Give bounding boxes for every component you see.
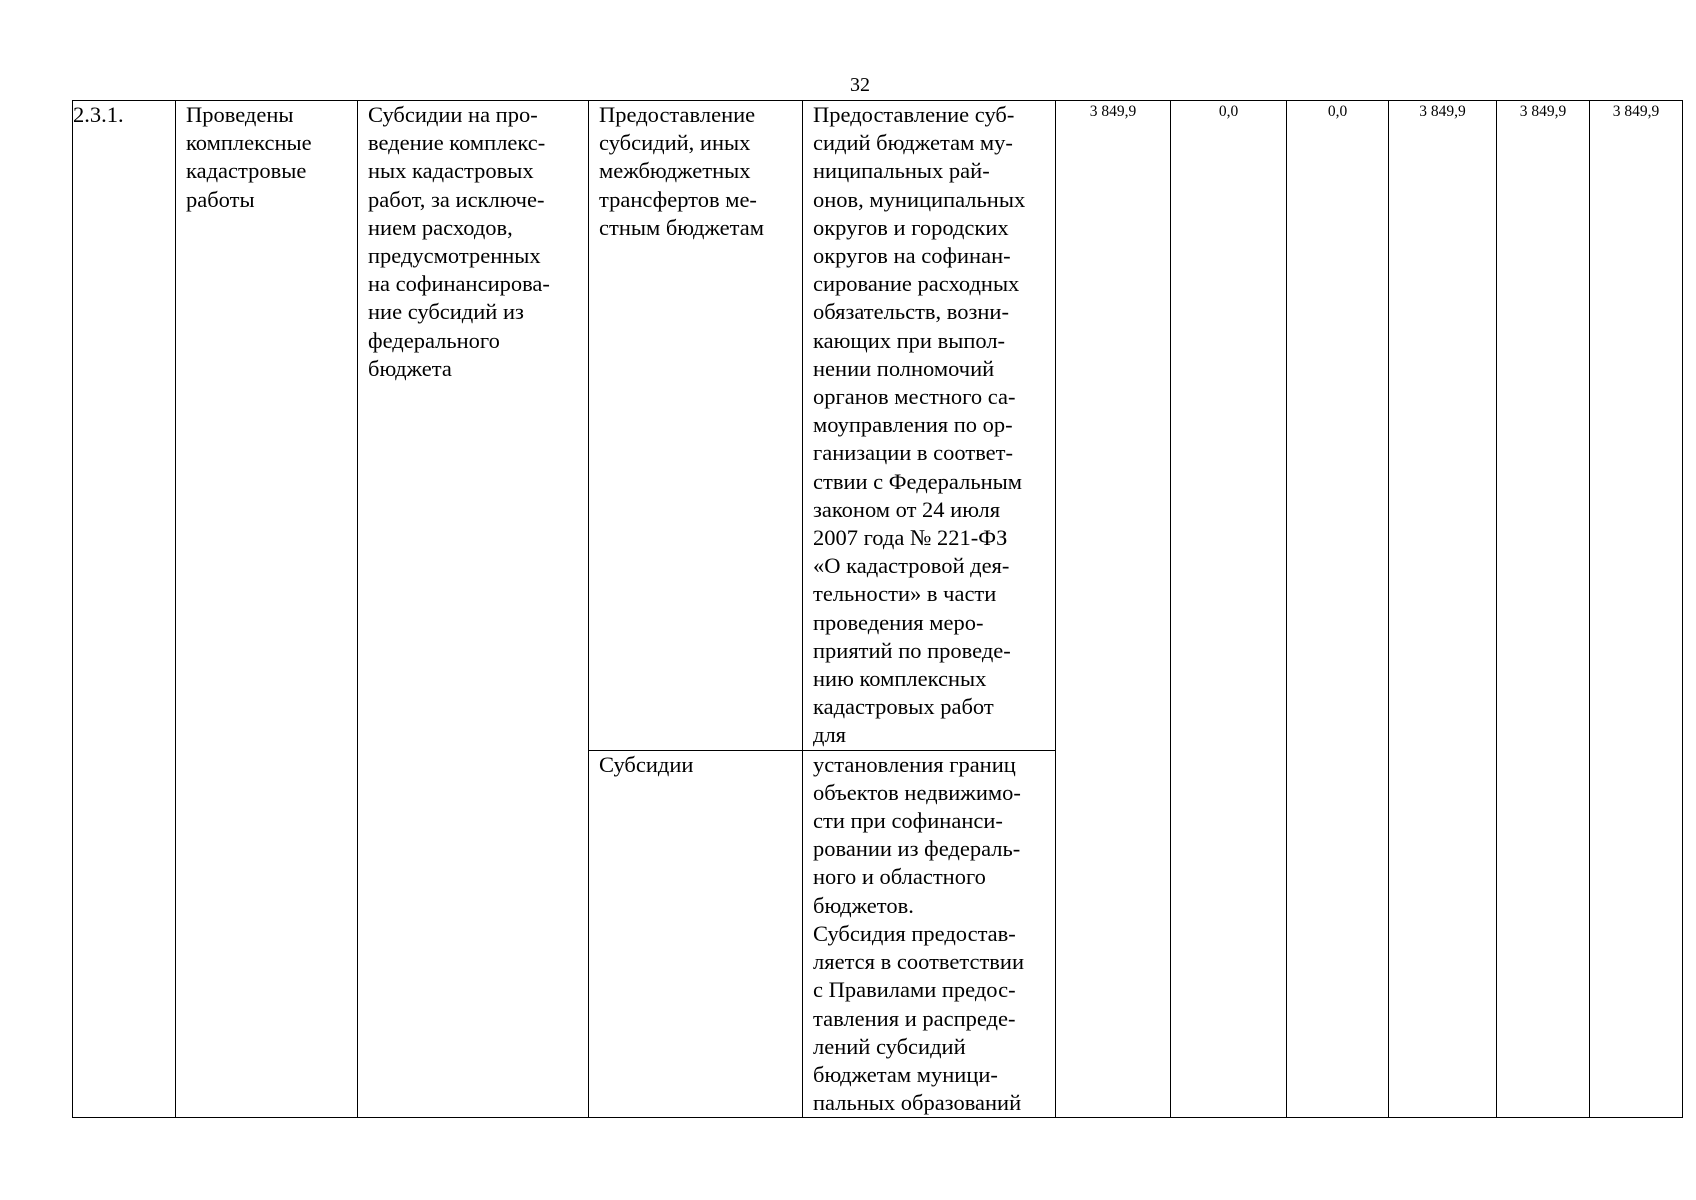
mechanism-cell: [589, 101, 803, 751]
value-cell: [1287, 101, 1389, 1118]
mechanism-text: Субсидии: [599, 751, 694, 777]
details-text: установления границ объектов недвижимо- сти при софинанси- ровании из федераль- ного и областного бюджетов. Субсидия предостав- ляется в соответствии с Правилами предос- тавления и распреде- лений субсидий бюджетам муници- пальных образований: [813, 751, 1025, 1116]
details-cell: [803, 750, 1056, 1118]
details-text: Предоставление суб- сидий бюджетам му- ниципальных рай- онов, муниципальных округов и городских округов на софинан- сирование расходных обязательств, возни- кающих при выпол- нении полномочий органов местного са- моуправления по ор- ганизации в соответ- ствии с Федеральным законом от 24 июля 2007 года № 221-ФЗ «О кадастровой дея- тельности» в части проведения меро- приятий по проведе- нию комплексных кадастровых работ для: [813, 102, 1026, 748]
row-code-cell: [73, 101, 176, 1118]
value-1: 3 849,9: [1089, 103, 1137, 120]
details-cell: [803, 101, 1056, 751]
mechanism-text: Предоставление субсидий, иных межбюджетных трансфертов ме- стным бюджетам: [599, 102, 764, 240]
row-code: 2.3.1.: [73, 102, 124, 127]
value-6: 3 849,9: [1612, 103, 1660, 120]
value-5: 3 849,9: [1519, 103, 1567, 120]
mechanism-cell: [589, 750, 803, 1118]
value-2: 0,0: [1218, 103, 1239, 120]
value-cell: [1389, 101, 1497, 1118]
result-cell: [176, 101, 358, 1118]
value-cell: [1171, 101, 1287, 1118]
page-number: 32: [850, 74, 870, 96]
value-cell: [1497, 101, 1590, 1118]
value-3: 0,0: [1327, 103, 1348, 120]
description-text: Субсидии на про- ведение комплекс- ных кадастровых работ, за исключе- нием расходов, предусмотренных на софинансирова- ние субсидий из федерального бюджета: [368, 102, 550, 381]
value-cell: [1590, 101, 1683, 1118]
result-text: Проведены комплексные кадастровые работы: [186, 102, 312, 212]
table-row: [73, 101, 1683, 751]
value-4: 3 849,9: [1419, 103, 1466, 120]
description-cell: [358, 101, 589, 1118]
program-table: [72, 100, 1683, 1118]
value-cell: [1056, 101, 1171, 1118]
